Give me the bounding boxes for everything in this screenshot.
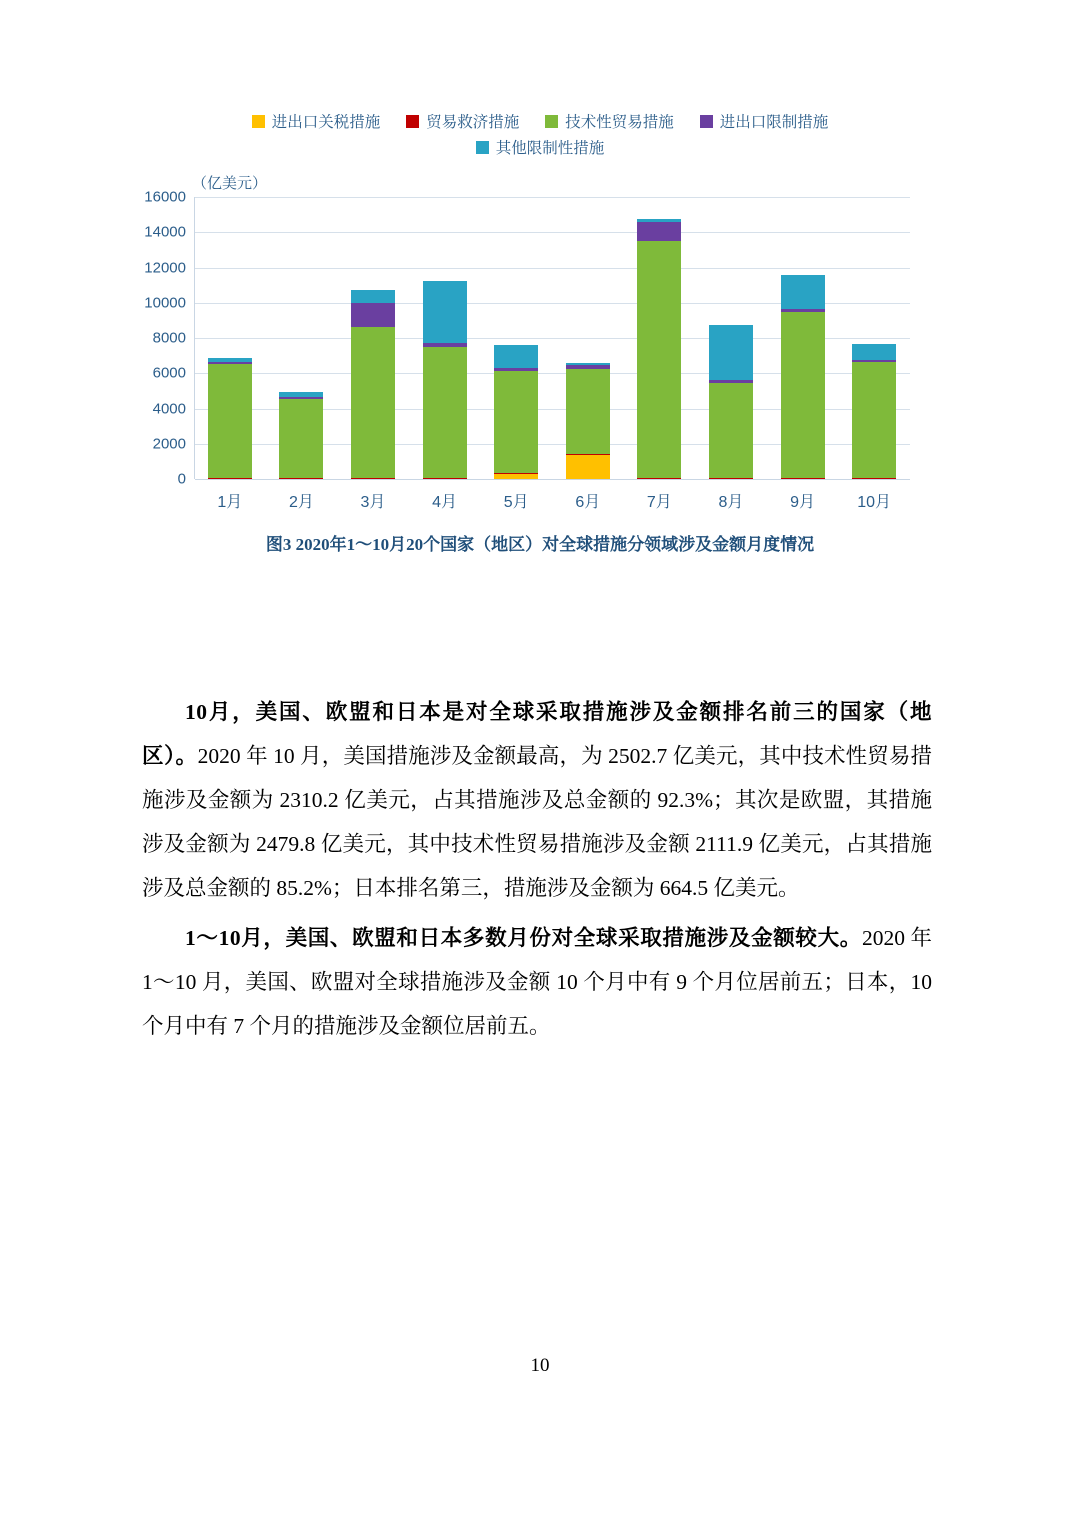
- stacked-bar: [709, 325, 753, 479]
- bar-segment: [709, 383, 753, 478]
- bar-slot: [480, 197, 552, 479]
- legend-swatch-icon: [700, 115, 713, 128]
- x-axis-tick-label: 2月: [288, 494, 314, 511]
- bar-slot: [624, 197, 696, 479]
- bar-slot: [695, 197, 767, 479]
- y-axis-tick-label: 10000: [144, 294, 186, 312]
- bar-segment: [566, 369, 610, 454]
- bar-slot: [337, 197, 409, 479]
- stacked-bar: [494, 345, 538, 479]
- stacked-bar: [637, 219, 681, 479]
- bar-segment: [208, 364, 252, 478]
- bar-slot: [194, 197, 266, 479]
- stacked-bar: [351, 290, 395, 479]
- bar-slot: [767, 197, 839, 479]
- x-axis-tick-label: 7月: [646, 494, 672, 511]
- x-axis-tick-label: 3月: [360, 494, 386, 511]
- y-axis-tick-label: 0: [177, 470, 186, 488]
- legend-item: [700, 110, 829, 132]
- legend-swatch-icon: [476, 141, 489, 154]
- bar-segment: [494, 371, 538, 472]
- bar-segment: [423, 478, 467, 479]
- bar-slot: [552, 197, 624, 479]
- chart-bars: [194, 197, 910, 479]
- bar-slot: [838, 197, 910, 479]
- paragraph-1-body: 2020 年 10 月，美国措施涉及金额最高，为 2502.7 亿美元，其中技术性贸易措施涉及金额为 2310.2 亿美元，占其措施涉及总金额的 92.3%；其次是欧盟，其措施涉及金额为 2479.8 亿美元，其中技术性贸易措施涉及金额 2111.9 亿美元，占其措施涉及总金额的 85.2%；日本排名第三，措施涉及金额为 664.5 亿美元。: [142, 744, 932, 901]
- bar-segment: [279, 478, 323, 479]
- legend-label: 进出口关税措施: [271, 114, 381, 131]
- y-axis: [120, 188, 194, 488]
- legend-item: [406, 110, 519, 132]
- bar-segment: [781, 478, 825, 479]
- paragraph-1: [142, 690, 932, 910]
- stacked-bar: [279, 392, 323, 479]
- legend-swatch-icon: [252, 115, 265, 128]
- paragraph-2: [142, 916, 932, 1048]
- body-text: [142, 690, 932, 1055]
- page-number: 10: [530, 1355, 550, 1376]
- legend-item: [252, 110, 381, 132]
- bar-segment: [709, 478, 753, 479]
- bar-segment: [423, 281, 467, 344]
- bar-segment: [351, 290, 395, 303]
- bar-segment: [852, 478, 896, 479]
- x-axis-tick-label: 9月: [790, 494, 815, 511]
- x-axis-tick-label: 4月: [432, 494, 458, 511]
- x-axis-tick-label: 5月: [503, 494, 529, 511]
- chart-unit-label: （亿美元）: [192, 175, 268, 192]
- bar-segment: [709, 325, 753, 381]
- bar-segment: [781, 312, 825, 478]
- figure-caption: 图3 2020年1～10月20个国家（地区）对全球措施分领域涉及金额月度情况: [265, 535, 815, 554]
- y-axis-tick-label: 4000: [152, 400, 186, 417]
- bar-segment: [279, 399, 323, 478]
- legend-label: 技术性贸易措施: [565, 114, 674, 131]
- x-axis-tick-label: 1月: [217, 494, 243, 511]
- paragraph-1-lead: 10月，美国、欧盟和日本是对全球采取措施涉及金额排名前三的国家（地区）。: [142, 700, 932, 769]
- y-axis-tick-label: 8000: [152, 329, 186, 347]
- figure-3: [120, 110, 960, 559]
- bar-segment: [351, 303, 395, 327]
- bar-segment: [423, 347, 467, 478]
- bar-segment: [351, 327, 395, 478]
- x-axis: [194, 481, 910, 512]
- legend-label: 贸易救济措施: [426, 114, 520, 131]
- y-axis-tick-label: 6000: [152, 364, 186, 382]
- legend-item: [545, 110, 674, 132]
- y-axis-tick-label: 16000: [144, 188, 186, 206]
- bar-segment: [351, 478, 395, 479]
- legend-label: 其他限制性措施: [495, 140, 605, 157]
- bar-segment: [852, 362, 896, 478]
- stacked-bar: [852, 344, 896, 479]
- x-axis-tick-label: 6月: [575, 494, 601, 511]
- bar-segment: [637, 478, 681, 479]
- bar-segment: [494, 474, 538, 479]
- x-axis-tick-label: 10月: [857, 494, 892, 511]
- bar-segment: [494, 345, 538, 368]
- stacked-bar: [566, 363, 610, 479]
- y-axis-tick-label: 14000: [144, 223, 186, 241]
- legend-swatch-icon: [406, 115, 419, 128]
- stacked-bar: [781, 275, 825, 479]
- chart-legend: [250, 110, 830, 158]
- gridline: [195, 479, 910, 480]
- y-axis-tick-label: 12000: [144, 259, 186, 276]
- bar-segment: [637, 222, 681, 241]
- paragraph-2-body: 2020 年 1～10 月，美国、欧盟对全球措施涉及金额 10 个月中有 9 个月位居前五；日本，10 个月中有 7 个月的措施涉及金额位居前五。: [142, 926, 932, 1039]
- bar-slot: [266, 197, 338, 479]
- bar-segment: [566, 455, 610, 479]
- chart-plot-area: [120, 188, 910, 517]
- bar-segment: [637, 241, 681, 478]
- y-axis-tick-label: 2000: [152, 435, 186, 453]
- legend-label: 进出口限制措施: [719, 114, 829, 131]
- legend-item: [476, 136, 605, 158]
- x-axis-tick-label: 8月: [718, 494, 744, 511]
- paragraph-2-lead: 1～10月，美国、欧盟和日本多数月份对全球采取措施涉及金额较大。: [185, 926, 862, 951]
- bar-segment: [852, 344, 896, 360]
- bar-segment: [208, 478, 252, 479]
- bar-segment: [781, 275, 825, 309]
- stacked-bar: [423, 281, 467, 479]
- stacked-bar: [208, 358, 252, 479]
- bar-slot: [409, 197, 481, 479]
- legend-swatch-icon: [545, 115, 558, 128]
